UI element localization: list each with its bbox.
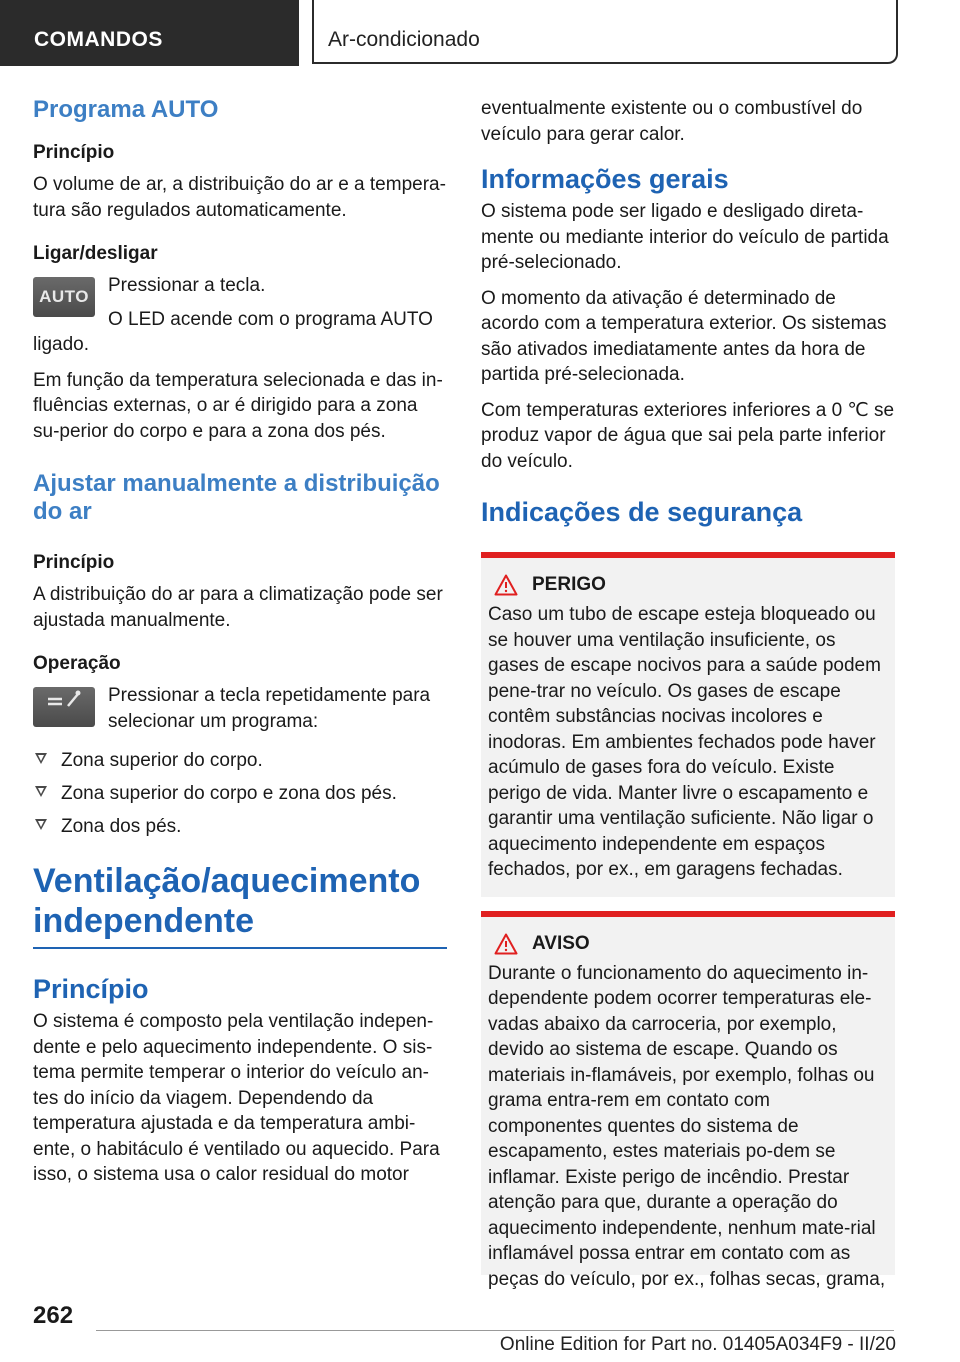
general-text-1: O sistema pode ser ligado e desligado direta-mente ou mediante interior do veículo de partida pré-selecionado. — [481, 201, 889, 273]
general-text-2: O momento da ativação é determinado de acordo com a temperatura exterior. Os sistemas são ativados imediatamente antes da hora de partida pré-selecionada. — [481, 287, 887, 385]
general-info-heading: Informações gerais — [481, 164, 729, 194]
press-key-text: Pressionar a tecla. — [108, 275, 266, 296]
manual-principle-label: Princípio — [33, 552, 115, 573]
warning-text: Durante o funcionamento do aquecimento in-dependente podem ocorrer temperaturas ele-vadas abaixo da carroceria, por exemplo, devido ao sistema de escape. Quando os materiais in-flamáveis, por exemplo, folhas ou grama entra-rem em contato com componentes quentes do sistema de escapamento, estes materiais po-dem se inflamar. Existe perigo de incêndio. Prestar atenção para que, durante a operação do aquecimento independente, nenhum mate-rial inflamável possa entrar em contato com as peças do veículo, por ex., folhas secas, grama, — [488, 962, 886, 1290]
list-item: Zona superior do corpo. — [33, 748, 448, 773]
air-distribution-key-icon — [33, 687, 95, 727]
auto-program-heading: Programa AUTO — [33, 96, 219, 123]
section-label: COMANDOS — [34, 28, 163, 51]
led-text: O LED acende com o programa AUTO — [108, 308, 433, 330]
led-text-continued: ligado. — [33, 334, 89, 355]
vent-principle-heading: Princípio — [33, 974, 149, 1004]
operation-text: Pressionar a tecla repetidamente para selecionar um programa: — [108, 685, 431, 732]
page-header — [0, 0, 960, 66]
general-text-3: Com temperaturas exteriores inferiores a 0 ℃ se produz vapor de água que sai pela parte inferior do veículo. — [481, 399, 895, 472]
auto-principle-label: Princípio — [33, 142, 115, 163]
warning-label: AVISO — [532, 932, 590, 954]
distribution-key-row — [33, 683, 448, 734]
bullet-triangle-icon — [35, 786, 47, 797]
onoff-label: Ligar/desligar — [33, 243, 158, 264]
vent-heating-heading: Ventilação/aquecimento independente — [33, 861, 447, 949]
right-column — [481, 96, 895, 1290]
bullet-triangle-icon — [35, 819, 47, 830]
danger-header — [494, 574, 887, 596]
warning-triangle-icon — [494, 933, 518, 955]
safety-heading: Indicações de segurança — [481, 497, 803, 527]
auto-key-icon: AUTO — [33, 277, 95, 317]
danger-text: Caso um tubo de escape esteja bloqueado ou se houver uma ventilação insuficiente, os gases de escape nocivos para a saúde podem pene-trar no veículo. Os gases de escape contêm substâncias nocivas incolores e inodoras. Em ambientes fechados pode haver acúmulo de gases fora do veículo. Existe perigo de vida. Manter livre o escapamento e garantir uma ventilação suficiente. Não ligar o aquecimento independente em espaços fechados, por ex., em garagens fechadas. — [488, 604, 881, 880]
list-item: Zona dos pés. — [33, 814, 448, 839]
footer-edition: Online Edition for Part no. 01405A034F9 - II/20 — [499, 1334, 896, 1355]
operation-label: Operação — [33, 653, 121, 674]
footer-divider — [96, 1330, 894, 1331]
air-flow-icon — [44, 688, 84, 712]
page-number: 262 — [33, 1302, 74, 1329]
manual-distribution-heading: Ajustar manualmente a distribuição do ar — [33, 470, 440, 525]
bullet-triangle-icon — [35, 753, 47, 764]
chapter-tab — [312, 0, 898, 64]
danger-box — [481, 552, 895, 897]
vent-principle-text: O sistema é composto pela ventilação indepen-dente e pelo aquecimento independente. O sis-tema permite temperar o interior do veículo an-tes do início da viagem. Dependendo da temperatura ajustada e da temperatura ambi-ente, o habitáculo é ventilado ou aquecido. Para isso, o sistema usa o calor residual do motor — [33, 1011, 440, 1185]
auto-description: Em função da temperatura selecionada e das in-fluências externas, o ar é dirigido para a zona su-perior do corpo e para a zona dos pés. — [33, 369, 443, 442]
warning-header — [494, 933, 887, 955]
auto-key-row — [33, 273, 448, 332]
manual-principle-text: A distribuição do ar para a climatização pode ser ajustada manualmente. — [33, 584, 443, 631]
warning-triangle-icon — [494, 574, 518, 596]
section-tab — [0, 0, 299, 66]
danger-label: PERIGO — [532, 574, 606, 595]
list-item: Zona superior do corpo e zona dos pés. — [33, 781, 448, 806]
program-list — [33, 748, 448, 839]
left-column — [33, 96, 448, 1198]
auto-principle-text: O volume de ar, a distribuição do ar e a tempera-tura são regulados automaticamente. — [33, 174, 446, 221]
chapter-title: Ar-condicionado — [328, 28, 480, 51]
warning-box — [481, 911, 895, 1290]
continued-text: eventualmente existente ou o combustível do veículo para gerar calor. — [481, 98, 863, 145]
